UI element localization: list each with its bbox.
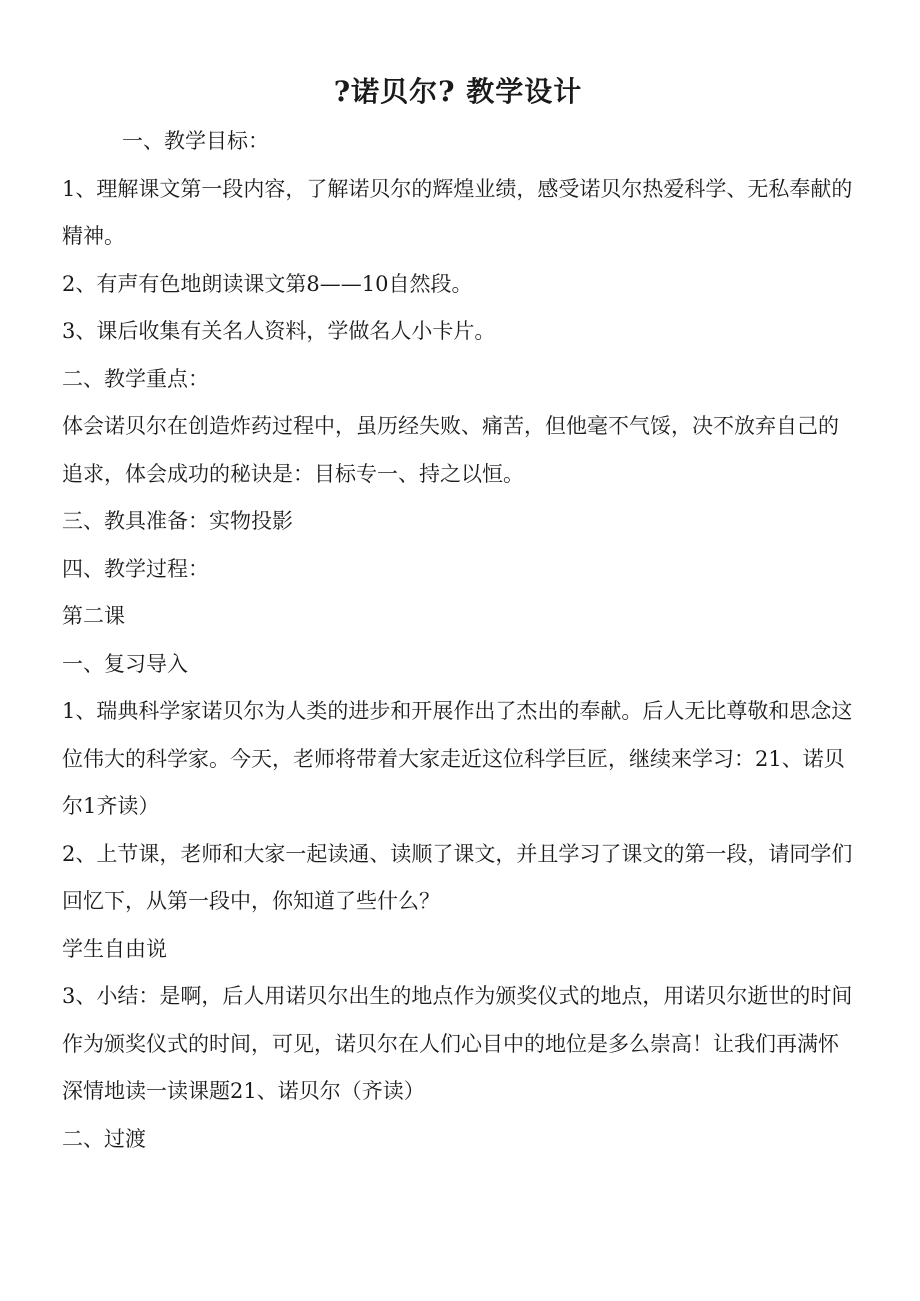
key-points-text: 体会诺贝尔在创造炸药过程中，虽历经失败、痛苦，但他毫不气馁，决不放弃自己的追求，体会成功的秘诀是：目标专一、持之以恒。 [62, 414, 839, 486]
section-heading-process: 四、教学过程： [62, 556, 209, 581]
review-item-1: 1、瑞典科学家诺贝尔为人类的进步和开展作出了杰出的奉献。后人无比尊敬和思念这位伟大的科学家。今天，老师将带着大家走近这位科学巨匠，继续来学习：21、诺贝尔1齐读） [62, 699, 853, 818]
document-title: ?诺贝尔? 教学设计 [333, 75, 583, 108]
section-heading-materials: 三、教具准备：实物投影 [62, 509, 293, 533]
review-item-3: 3、小结：是啊，后人用诺贝尔出生的地点作为颁奖仪式的地点，用诺贝尔逝世的时间作为颁奖仪式的时间，可见，诺贝尔在人们心目中的地位是多么崇高！让我们再满怀深情地读一读课题21、诺贝尔（齐读） [62, 984, 853, 1103]
section-heading-objectives: 一、教学目标： [122, 129, 269, 153]
objective-item-3: 3、课后收集有关名人资料，学做名人小卡片。 [62, 319, 496, 343]
student-activity-note: 学生自由说 [62, 936, 167, 961]
subsection-heading-transition: 二、过渡 [62, 1126, 146, 1151]
lesson-label: 第二课 [62, 604, 125, 628]
review-item-2: 2、上节课，老师和大家一起读通、读顺了课文，并且学习了课文的第一段，请同学们回忆下，从第一段中，你知道了些什么？ [62, 841, 853, 913]
objective-item-2: 2、有声有色地朗读课文第8——10自然段。 [62, 271, 473, 296]
section-heading-key-points: 二、教学重点： [62, 366, 209, 391]
objective-item-1: 1、理解课文第一段内容，了解诺贝尔的辉煌业绩，感受诺贝尔热爱科学、无私奉献的精神。 [62, 176, 853, 248]
subsection-heading-review: 一、复习导入 [62, 651, 188, 676]
